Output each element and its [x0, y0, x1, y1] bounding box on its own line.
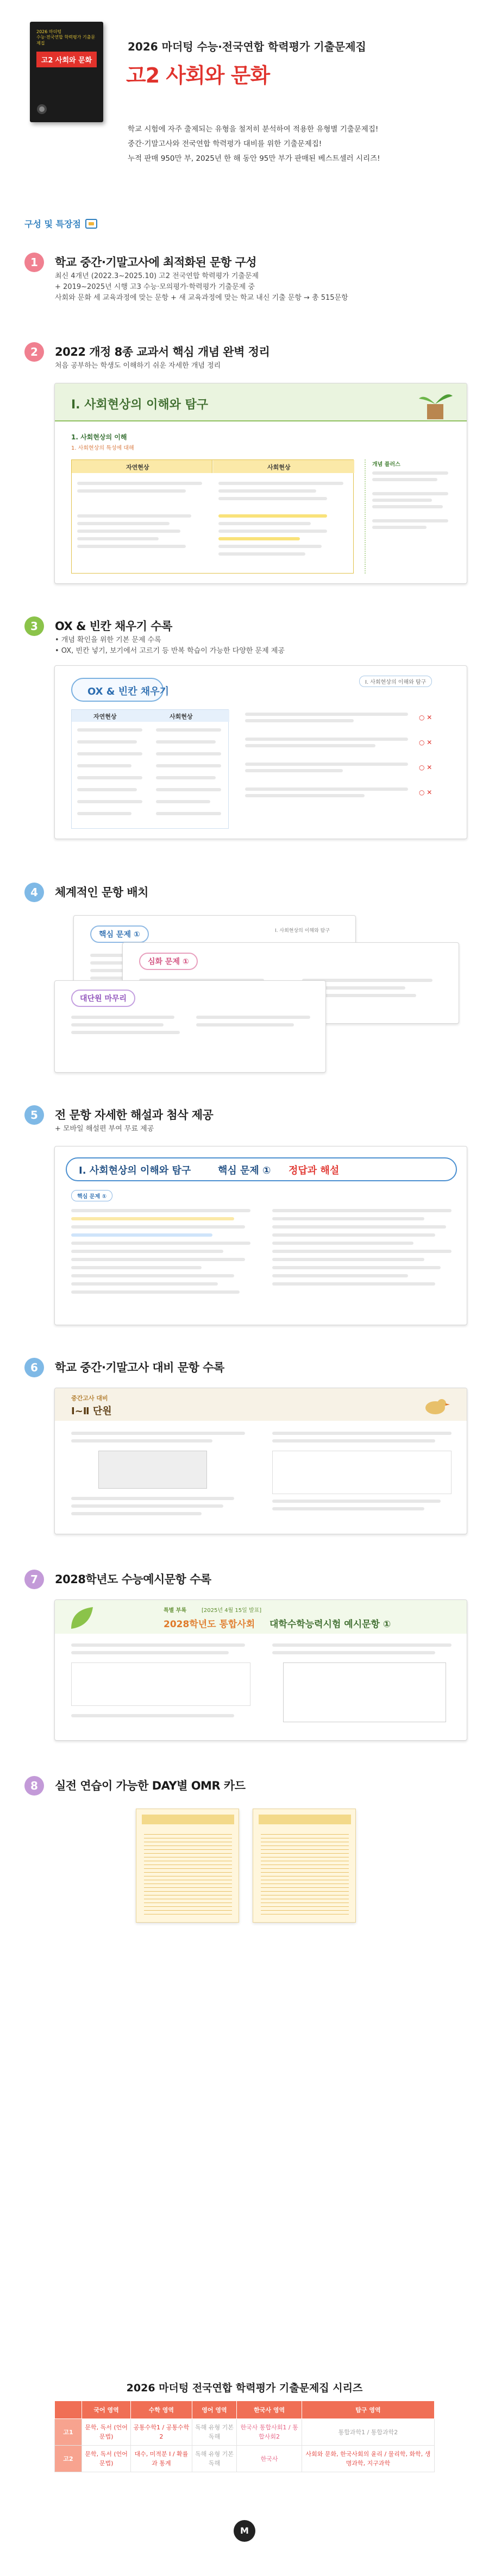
highlight-line	[218, 514, 327, 518]
ox-mark-icon: ○ ✕	[419, 714, 432, 721]
text-line	[77, 530, 180, 533]
text-line	[245, 719, 354, 722]
series-cell: 대수, 미적분 I / 확률과 통계	[131, 2446, 192, 2472]
card-review-title: 대단원 마무리	[71, 990, 135, 1007]
hero-line: 학교 시험에 자주 출제되는 유형을 철저히 분석하여 적용한 유형별 기출문제집!	[128, 125, 379, 134]
section-3	[24, 616, 470, 850]
text-line	[156, 752, 221, 755]
ox-col-header: 자연현상	[93, 713, 117, 720]
text-line	[71, 1242, 250, 1245]
omr-header	[259, 1815, 351, 1824]
ox-col-header: 사회현상	[170, 713, 193, 720]
section-desc	[55, 271, 348, 304]
section-4	[24, 883, 470, 1078]
text-line	[372, 478, 437, 481]
text-line	[245, 738, 408, 741]
text-line	[272, 1233, 435, 1237]
series-header-cell: 영어 영역	[192, 2401, 237, 2419]
omr-cards	[136, 1809, 359, 1928]
series-header-cell: 수학 영역	[131, 2401, 192, 2419]
text-line	[245, 763, 408, 766]
section-title: 실전 연습이 가능한 DAY별 OMR 카드	[55, 1779, 246, 1792]
section-2	[24, 342, 470, 592]
exam-date: [2025년 4월 15일 발표]	[202, 1608, 262, 1614]
omr-grid	[144, 1831, 232, 1918]
text-line	[71, 1023, 164, 1026]
series-cell: 한국사 통합사회1 / 통합사회2	[237, 2419, 302, 2446]
text-line	[77, 482, 202, 485]
text-line	[272, 1242, 413, 1245]
text-line	[272, 1432, 452, 1435]
text-line	[272, 1507, 424, 1510]
text-line	[71, 1016, 174, 1019]
concept-table	[71, 459, 354, 574]
text-line	[71, 1209, 250, 1212]
text-line	[272, 1217, 424, 1220]
bird-illustration-icon	[413, 1391, 457, 1419]
text-line	[77, 514, 191, 518]
text-line	[218, 482, 343, 485]
text-line	[71, 1290, 240, 1294]
text-line	[245, 769, 343, 772]
text-line	[245, 788, 408, 791]
text-line	[156, 776, 216, 779]
text-line	[218, 489, 316, 493]
text-line	[71, 1432, 245, 1435]
text-line	[71, 1282, 218, 1286]
text-line	[272, 1209, 452, 1212]
section-5	[24, 1105, 470, 1333]
ox-mark-icon: ○ ✕	[419, 789, 432, 796]
col-header: 사회현상	[267, 464, 291, 471]
plant-illustration-icon	[408, 388, 457, 420]
hero-lines	[128, 122, 470, 166]
text-line	[77, 522, 170, 525]
section-title: 체계적인 문항 배치	[55, 886, 148, 899]
text-line	[272, 1225, 446, 1229]
answer-sub: 핵심 문제 ①	[71, 1190, 112, 1201]
series-header-cell	[55, 2401, 82, 2419]
text-line	[156, 800, 210, 803]
text-line	[71, 1497, 234, 1500]
series-cell: 문학, 독서 (언어문법)	[82, 2419, 131, 2446]
publisher-logo-icon	[36, 104, 47, 115]
text-line	[71, 1225, 245, 1229]
features-heading-text: 구성 및 특장점	[24, 219, 81, 229]
omr-card	[253, 1809, 356, 1923]
text-line	[77, 489, 186, 493]
text-line	[272, 1282, 435, 1286]
midterm-badge: 중간고사 대비	[71, 1395, 108, 1402]
section-number: 7	[24, 1570, 44, 1589]
series-grade: 고1	[55, 2419, 82, 2446]
text-line	[218, 530, 327, 533]
desc-line: 처음 공부하는 학생도 이해하기 쉬운 자세한 개념 정리	[55, 362, 221, 370]
text-line	[372, 499, 432, 502]
section-title: 전 문항 자세한 해설과 첨삭 제공	[55, 1109, 214, 1122]
text-line	[272, 1500, 441, 1503]
col-header: 자연현상	[126, 464, 149, 471]
text-line	[245, 744, 375, 747]
series-table	[54, 2401, 435, 2472]
text-line	[71, 1439, 212, 1443]
series-cell: 통합과학1 / 통합과학2	[302, 2419, 434, 2446]
omr-card	[136, 1809, 239, 1923]
desc-line: 사회와 문화 세 교육과정에 맞는 문항 + 새 교육과정에 맞는 학교 내신 기출 문항 → 총 515문항	[55, 294, 348, 302]
omr-grid	[261, 1831, 349, 1918]
exam-title-a: 2028학년도 통합사회	[164, 1619, 255, 1630]
hero-title: 고2 사회와 문화	[126, 64, 270, 87]
side-note	[365, 459, 457, 574]
text-line	[77, 812, 131, 815]
text-line	[77, 545, 186, 548]
exam-panel	[54, 1599, 467, 1741]
text-line	[245, 794, 365, 797]
text-line	[71, 1031, 180, 1034]
question-box	[272, 1451, 452, 1494]
series-cell: 사회와 문화, 한국사회의 윤리 / 물리학, 화학, 생명과학, 지구과학	[302, 2446, 434, 2472]
text-line	[71, 1714, 234, 1717]
series-header-cell: 국어 영역	[82, 2401, 131, 2419]
card-core-title: 핵심 문제 ①	[90, 925, 149, 943]
text-line	[372, 526, 427, 529]
text-line	[156, 788, 221, 791]
text-line	[272, 1266, 441, 1269]
book-small-1: 2026 마더텅	[36, 29, 62, 34]
publisher-logo-icon: M	[234, 2520, 255, 2542]
section-1	[24, 253, 470, 312]
series-title: 2026 마더텅 전국연합 학력평가 기출문제집 시리즈	[126, 2382, 363, 2394]
section-number: 4	[24, 883, 44, 902]
text-line	[71, 1512, 202, 1515]
text-line	[156, 728, 221, 732]
text-line	[372, 519, 448, 522]
exam-badge: 특별 부록	[164, 1608, 187, 1614]
ox-panel	[54, 665, 467, 839]
ox-mark-icon: ○ ✕	[419, 764, 432, 771]
midterm-unit: I~Ⅱ 단원	[71, 1406, 112, 1417]
text-line	[218, 522, 311, 525]
section-title: 학교 중간·기말고사 대비 문항 수록	[55, 1361, 224, 1374]
section-title: 학교 중간·기말고사에 최적화된 문항 구성	[55, 256, 257, 269]
text-line	[71, 1504, 223, 1508]
text-line	[245, 713, 408, 716]
highlight-line	[71, 1217, 234, 1220]
series-row	[55, 2419, 435, 2446]
text-line	[77, 537, 159, 540]
answer-title: 정답과 해설	[289, 1165, 340, 1176]
section-number: 5	[24, 1105, 44, 1125]
text-line	[71, 1266, 202, 1269]
section-number: 1	[24, 253, 44, 272]
section-title: 2028학년도 수능예시문항 수록	[55, 1573, 211, 1586]
series-cell: 한국사	[237, 2446, 302, 2472]
leaf-illustration-icon	[66, 1604, 98, 1632]
desc-line: • 개념 확인을 위한 기본 문제 수록	[55, 636, 161, 644]
text-line	[77, 776, 142, 779]
section-desc	[55, 361, 221, 371]
text-line	[272, 1439, 435, 1443]
answer-panel	[54, 1146, 467, 1325]
side-label: 개념 플러스	[372, 462, 400, 468]
text-line	[218, 545, 322, 548]
section-desc	[55, 1124, 154, 1135]
highlight-line	[218, 537, 300, 540]
ox-tag: I. 사회현상의 이해와 탐구	[359, 676, 432, 687]
question-image	[98, 1451, 207, 1489]
book-title: 고2 사회와 문화	[36, 52, 97, 67]
section-8	[24, 1776, 470, 1939]
text-line	[77, 800, 142, 803]
series-header-row	[55, 2401, 435, 2419]
card-review	[54, 980, 326, 1073]
ox-badge-text: OX & 빈칸 채우기	[87, 686, 169, 697]
card-advanced-title: 심화 문제 ①	[139, 953, 198, 970]
exam-title-b: 대학수학능력시험 예시문항 ①	[269, 1619, 391, 1630]
text-line	[196, 1016, 310, 1019]
series-cell: 독해 유형 기본 독해	[192, 2419, 237, 2446]
text-line	[196, 1023, 294, 1026]
book-foot	[36, 104, 47, 116]
text-line	[372, 492, 448, 495]
answer-core: 핵심 문제 ①	[218, 1165, 271, 1176]
text-line	[71, 1250, 223, 1253]
desc-line: • OX, 빈칸 넣기, 보기에서 고르기 등 반복 학습이 가능한 다양한 문제 제공	[55, 647, 285, 655]
text-line	[372, 471, 448, 475]
text-line	[77, 764, 131, 767]
answer-unit: I. 사회현상의 이해와 탐구	[79, 1165, 191, 1176]
section-number: 8	[24, 1776, 44, 1796]
text-line	[77, 752, 142, 755]
section-number: 2	[24, 342, 44, 362]
series-header-cell: 탐구 영역	[302, 2401, 434, 2419]
section-number: 6	[24, 1358, 44, 1377]
ox-mark-icon: ○ ✕	[419, 739, 432, 746]
text-line	[272, 1274, 408, 1277]
text-line	[156, 764, 221, 767]
series-grade: 고2	[55, 2446, 82, 2472]
section-title: OX & 빈칸 채우기 수록	[55, 620, 172, 633]
hero-line: 중간·기말고사와 전국연합 학력평가 대비를 위한 기출문제집!	[128, 140, 322, 148]
text-line	[272, 1250, 452, 1253]
text-line	[71, 1651, 229, 1654]
text-line	[71, 1258, 245, 1261]
book-small-2: 수능·전국연합 학력평가 기출문제집	[36, 35, 96, 46]
section-desc	[55, 635, 285, 657]
text-line	[156, 740, 216, 744]
desc-line: + 2019~2025년 시행 고3 수능·모의평가·학력평가 기출문제 중	[55, 283, 255, 291]
series-header-cell: 한국사 영역	[237, 2401, 302, 2419]
text-line	[272, 1258, 424, 1261]
series-row	[55, 2446, 435, 2472]
series-cell: 공통수학1 / 공통수학2	[131, 2419, 192, 2446]
question-box	[71, 1662, 250, 1706]
series-cell: 독해 유형 기본 독해	[192, 2446, 237, 2472]
desc-line: 최신 4개년 (2022.3~2025.10) 고2 전국연합 학력평가 기출문제	[55, 272, 259, 280]
text-line	[77, 740, 137, 744]
section-number: 3	[24, 616, 44, 636]
hero	[0, 0, 489, 201]
text-line	[372, 505, 443, 508]
midterm-panel	[54, 1388, 467, 1534]
text-line	[77, 728, 142, 732]
book-icon	[85, 219, 97, 229]
text-line	[156, 812, 221, 815]
hero-subtitle: 2026 마더텅 수능·전국연합 학력평가 기출문제집	[128, 40, 366, 53]
omr-header	[142, 1815, 234, 1824]
text-line	[71, 1274, 234, 1277]
ox-questions	[245, 709, 457, 829]
card-core-tag: I. 사회현상의 이해와 탐구	[275, 928, 330, 934]
text-line	[218, 497, 327, 500]
unit-title: I. 사회현상의 이해와 탐구	[71, 398, 209, 412]
text-line	[71, 1643, 245, 1647]
section-6	[24, 1358, 470, 1542]
section-7	[24, 1570, 470, 1749]
section-title: 2022 개정 8종 교과서 핵심 개념 완벽 정리	[55, 345, 270, 358]
ox-table	[71, 709, 229, 829]
hero-line: 누적 판매 950만 부, 2025년 한 해 동안 95만 부가 판매된 베스트셀러 시리즈!	[128, 154, 380, 163]
concept-title: 1. 사회현상의 이해	[71, 433, 127, 441]
text-line	[218, 552, 305, 556]
features-heading	[24, 217, 97, 230]
book-cover	[30, 22, 103, 122]
concept-panel	[54, 383, 467, 584]
highlight-line	[71, 1233, 212, 1237]
concept-sub: 1. 사회현상의 특성에 대해	[71, 445, 134, 451]
text-line	[77, 788, 137, 791]
question-table	[283, 1662, 446, 1722]
text-line	[272, 1643, 452, 1647]
midterm-header	[55, 1388, 467, 1421]
series-cell: 문학, 독서 (언어문법)	[82, 2446, 131, 2472]
desc-line: + 모바일 해설편 부여 무료 제공	[55, 1125, 154, 1133]
text-line	[272, 1651, 435, 1654]
